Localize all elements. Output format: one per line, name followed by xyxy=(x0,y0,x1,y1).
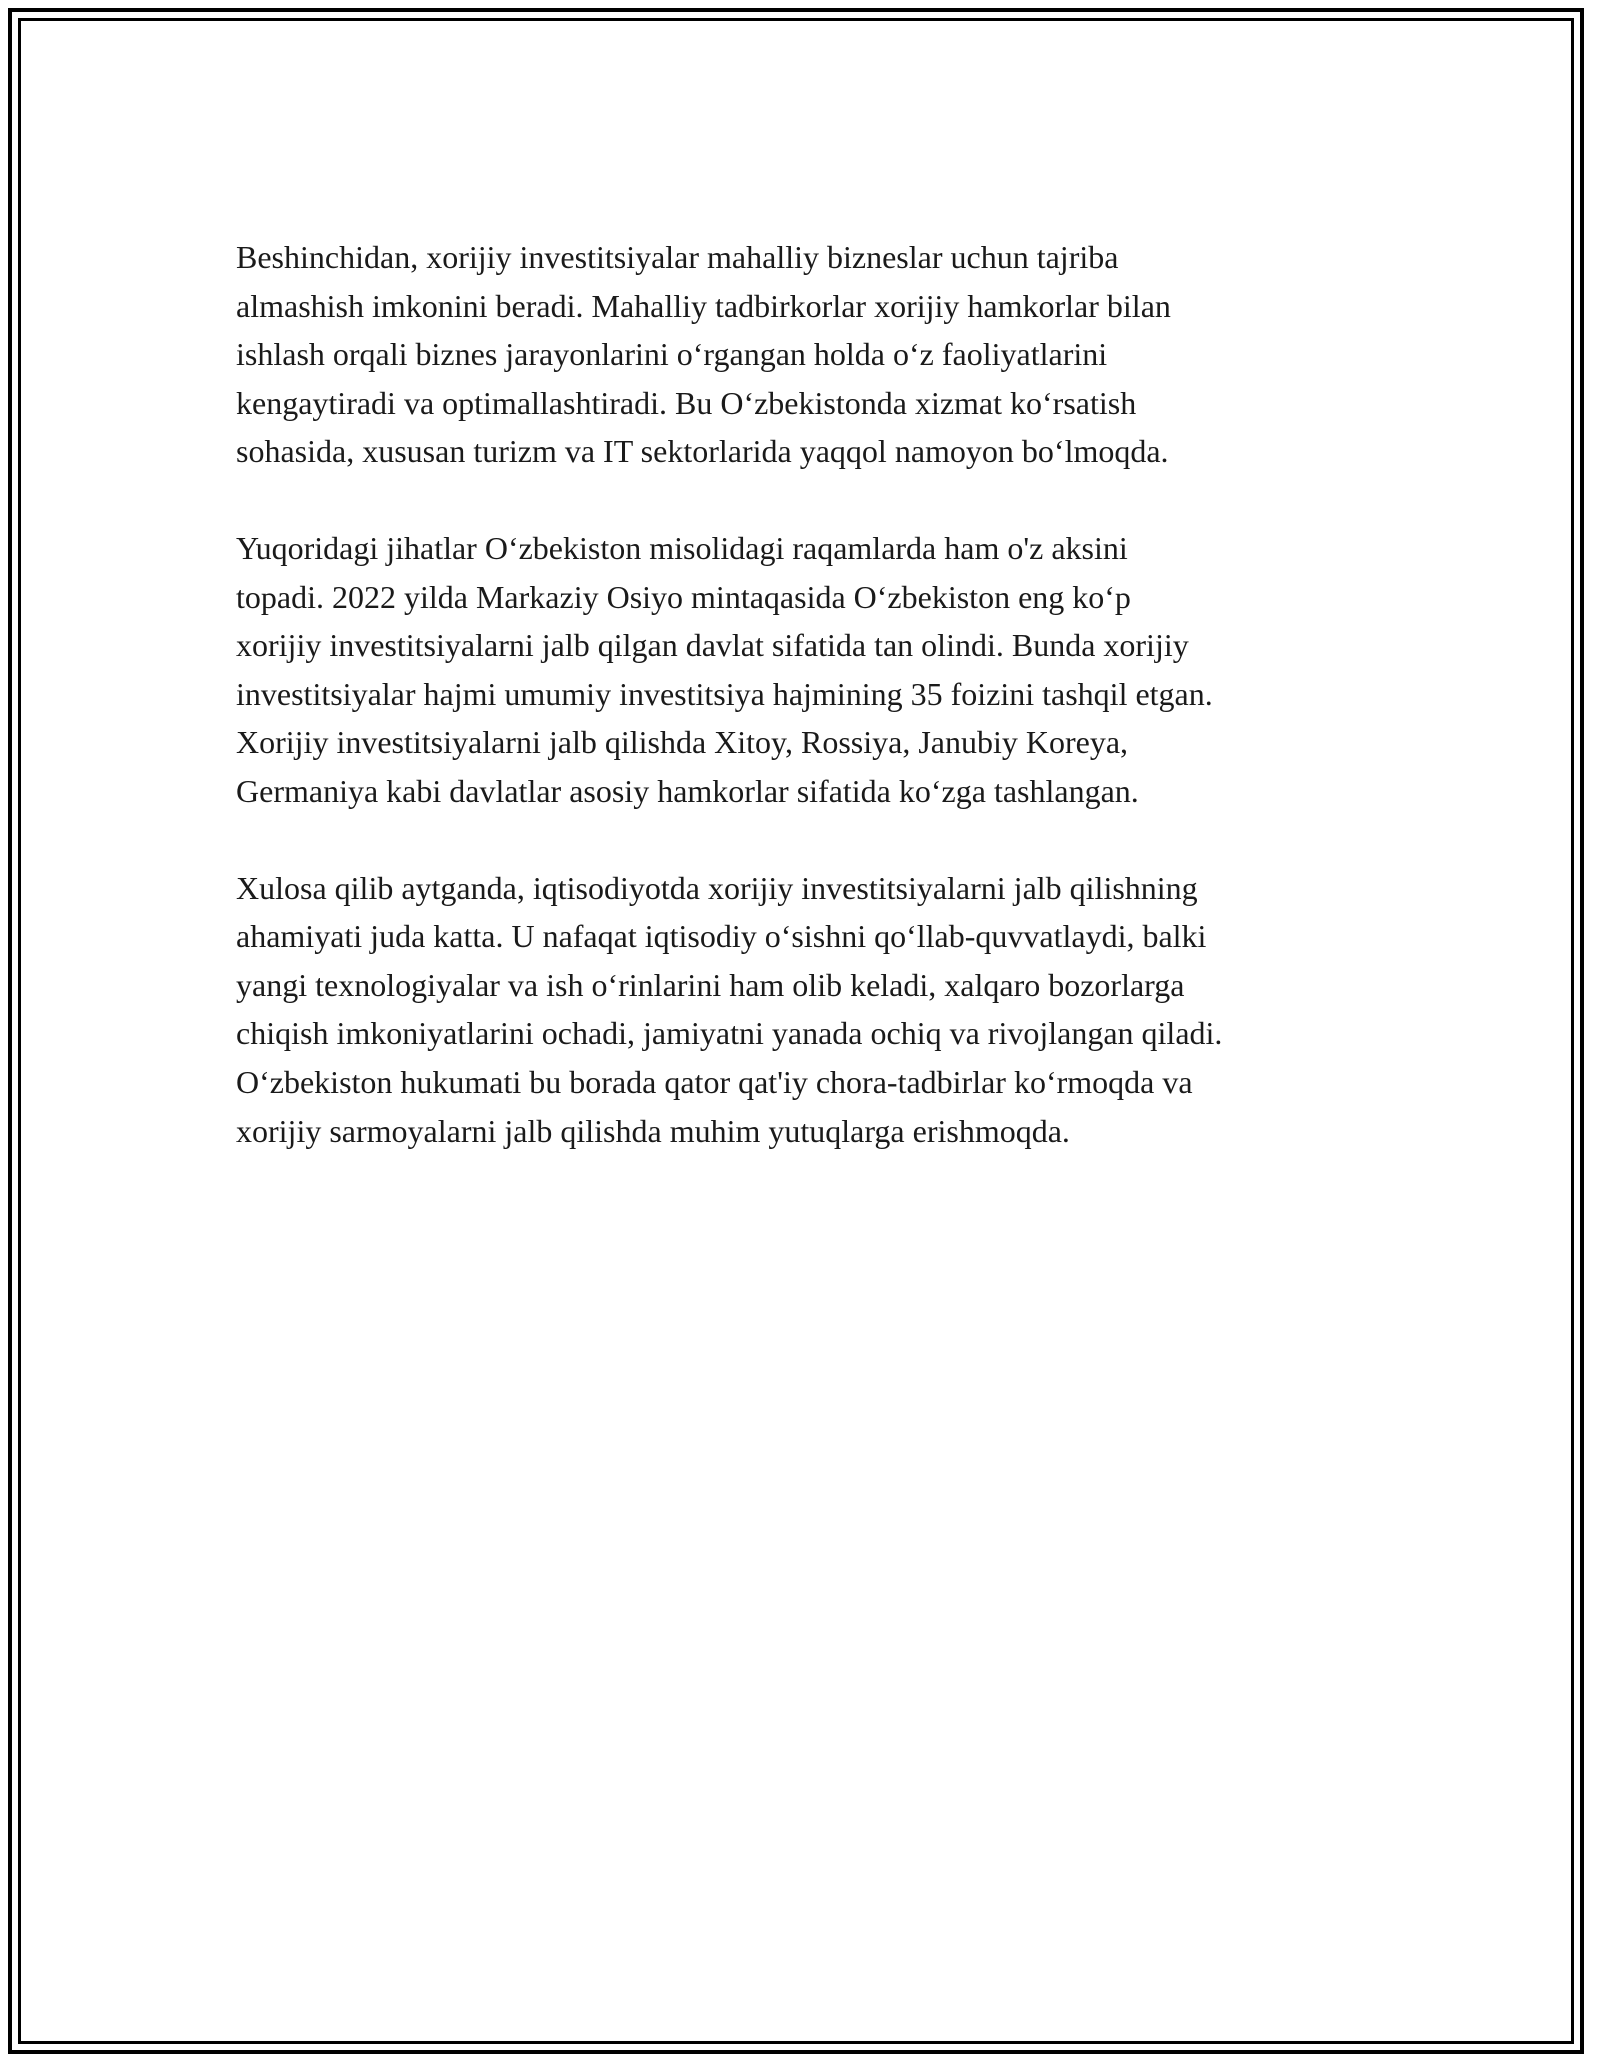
paragraph-line: sohasida, xususan turizm va IT sektorlarida yaqqol namoyon boʻlmoqda. xyxy=(236,433,1169,470)
paragraph-line: almashish imkonini beradi. Mahalliy tadbirkorlar xorijiy hamkorlar bilan xyxy=(236,287,1171,324)
paragraph-line: Yuqoridagi jihatlar Oʻzbekiston misolidagi raqamlarda ham o'z aksini xyxy=(236,529,1128,566)
paragraph-line: Germaniya kabi davlatlar asosiy hamkorlar sifatida koʻzga tashlangan. xyxy=(236,772,1139,809)
paragraph-3 xyxy=(236,864,1386,1156)
paragraph-line: Xorijiy investitsiyalarni jalb qilishda Xitoy, Rossiya, Janubiy Koreya, xyxy=(236,724,1129,761)
paragraph-line: Xulosa qilib aytganda, iqtisodiyotda xorijiy investitsiyalarni jalb qilishning xyxy=(236,869,1198,906)
paragraph-2 xyxy=(236,524,1386,816)
paragraph-line: xorijiy investitsiyalarni jalb qilgan davlat sifatida tan olindi. Bunda xorijiy xyxy=(236,627,1189,664)
paragraph-line: ishlash orqali biznes jarayonlarini oʻrgangan holda oʻz faoliyatlarini xyxy=(236,336,1108,373)
paragraph-line: kengaytiradi va optimallashtiradi. Bu Oʻzbekistonda xizmat koʻrsatish xyxy=(236,384,1137,421)
paragraph-line: yangi texnologiyalar va ish oʻrinlarini ham olib keladi, xalqaro bozorlarga xyxy=(236,966,1185,1003)
document-body xyxy=(236,233,1386,1203)
paragraph-1 xyxy=(236,233,1386,476)
paragraph-line: chiqish imkoniyatlarini ochadi, jamiyatni yanada ochiq va rivojlangan qiladi. xyxy=(236,1015,1223,1052)
paragraph-line: topadi. 2022 yilda Markaziy Osiyo mintaqasida Oʻzbekiston eng koʻp xyxy=(236,578,1131,615)
paragraph-line: xorijiy sarmoyalarni jalb qilishda muhim yutuqlarga erishmoqda. xyxy=(236,1112,1070,1149)
paragraph-line: Oʻzbekiston hukumati bu borada qator qat'iy chora-tadbirlar koʻrmoqda va xyxy=(236,1063,1193,1100)
paragraph-line: Beshinchidan, xorijiy investitsiyalar mahalliy bizneslar uchun tajriba xyxy=(236,239,1119,275)
paragraph-line: investitsiyalar hajmi umumiy investitsiya hajmining 35 foizini tashqil etgan. xyxy=(236,675,1213,712)
paragraph-line: ahamiyati juda katta. U nafaqat iqtisodiy oʻsishni qoʻllab-quvvatlaydi, balki xyxy=(236,918,1207,955)
